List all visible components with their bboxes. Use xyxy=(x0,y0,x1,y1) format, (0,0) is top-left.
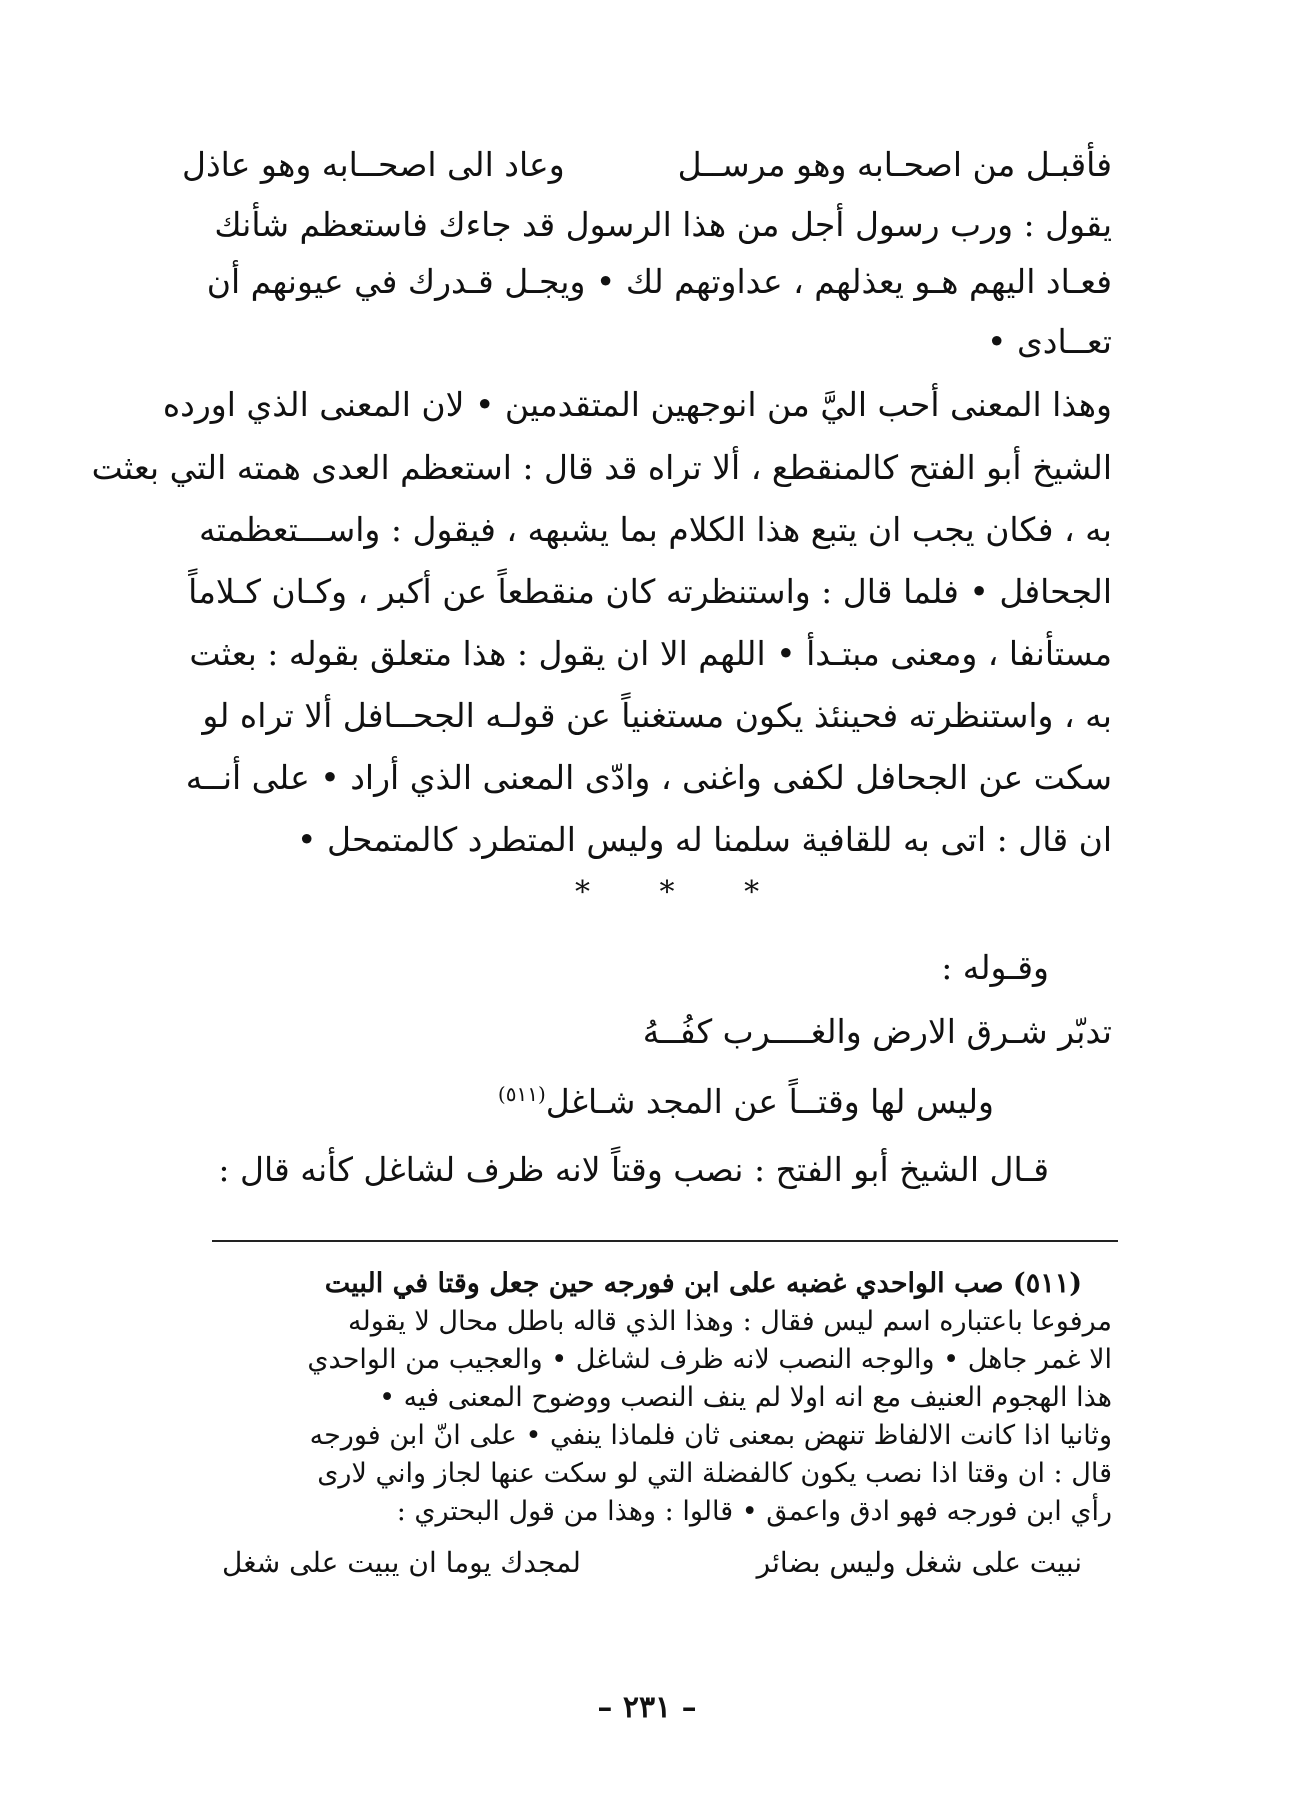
section-divider-stars: * * * xyxy=(575,875,790,910)
footnote-line-3: الا غمر جاهل • والوجه النصب لانه ظرف لشاغل • والعجيب من الواحدي xyxy=(307,1344,1112,1375)
footnote-line-5: وثانيا اذا كانت الالفاظ تنهض بمعنى ثان فلماذا ينفي • على انّ ابن فورجه xyxy=(309,1420,1112,1451)
paragraph2-line-6: به ، واستنظرته فحينئذ يكون مستغنياً عن قولـه الجحــافل ألا تراه لو xyxy=(202,696,1112,735)
footnote-line-7: رأي ابن فورجه فهو ادق واعمق • قالوا : وهذا من قول البحتري : xyxy=(396,1496,1112,1527)
paragraph1-line-2: فعـاد اليهم هـو يعذلهم ، عداوتهم لك • ويجـل قـدرك في عيونهم أن xyxy=(206,262,1112,301)
paragraph1-line-3: تعــادى • xyxy=(987,322,1112,361)
footnote-line-1: (٥١١) صب الواحدي غضبه على ابن فورجه حين جعل وقتا في البيت xyxy=(324,1268,1082,1299)
footnote-line-4: هذا الهجوم العنيف مع انه اولا لم ينف النصب ووضوح المعنى فيه • xyxy=(379,1382,1112,1413)
poem-hemistich-2-text: وليس لها وقتــاً عن المجد شـاغل xyxy=(545,1082,994,1121)
footnote-separator xyxy=(212,1240,1118,1242)
opening-verse-first-hemistich: فأقبـل من اصحـابه وهو مرســل xyxy=(677,145,1112,184)
footnote-line-6: قال : ان وقتا اذا نصب يكون كالفضلة التي لو سكت عنها لجاز واني لارى xyxy=(317,1458,1112,1489)
paragraph1-line-1: يقول : ورب رسول أجل من هذا الرسول قد جاءك فاستعظم شأنك xyxy=(214,205,1112,244)
footnote-line-2: مرفوعا باعتباره اسم ليس فقال : وهذا الذي قاله باطل محال لا يقوله xyxy=(348,1306,1112,1337)
opening-verse xyxy=(182,145,1112,195)
footnote-verse-second-hemistich: لمجدك يوما ان يبيت على شغل xyxy=(222,1546,581,1579)
paragraph2-line-2: الشيخ أبو الفتح كالمنقطع ، ألا تراه قد قال : استعظم العدى همته التي بعثت xyxy=(91,448,1112,487)
paragraph2-line-1: وهذا المعنى أحب اليَّ من انوجهين المتقدمين • لان المعنى الذي اورده xyxy=(162,385,1112,424)
opening-verse-second-hemistich: وعاد الى اصحــابه وهو عاذل xyxy=(182,145,565,184)
page-number: – ٢٣١ – xyxy=(597,1690,697,1725)
paragraph2-line-8: ان قال : اتى به للقافية سلمنا له وليس المتطرد كالمتمحل • xyxy=(297,820,1112,859)
footnote-verse-first-hemistich: نبيت على شغل وليس بضائر xyxy=(756,1546,1082,1579)
paragraph2-line-3: به ، فكان يجب ان يتبع هذا الكلام بما يشبهه ، فيقول : واســـتعظمته xyxy=(198,510,1112,549)
poem-hemistich-2 xyxy=(498,1082,994,1121)
paragraph2-line-7: سكت عن الجحافل لكفى واغنى ، وادّى المعنى الذي أراد • على أنــه xyxy=(185,758,1112,797)
paragraph2-line-4: الجحافل • فلما قال : واستنظرته كان منقطعاً عن أكبر ، وكـان كـلاماً xyxy=(188,572,1112,611)
commentary-line: قـال الشيخ أبو الفتح : نصب وقتاً لانه ظرف لشاغل كأنه قال : xyxy=(218,1150,1049,1189)
section-intro: وقـوله : xyxy=(941,948,1049,987)
poem-hemistich-1: تدبّر شـرق الارض والغــــرب كفُــهُ xyxy=(642,1012,1112,1051)
footnote-reference: (٥١١) xyxy=(497,1082,546,1106)
paragraph2-line-5: مستأنفا ، ومعنى مبتـدأ • اللهم الا ان يقول : هذا متعلق بقوله : بعثت xyxy=(189,634,1112,673)
